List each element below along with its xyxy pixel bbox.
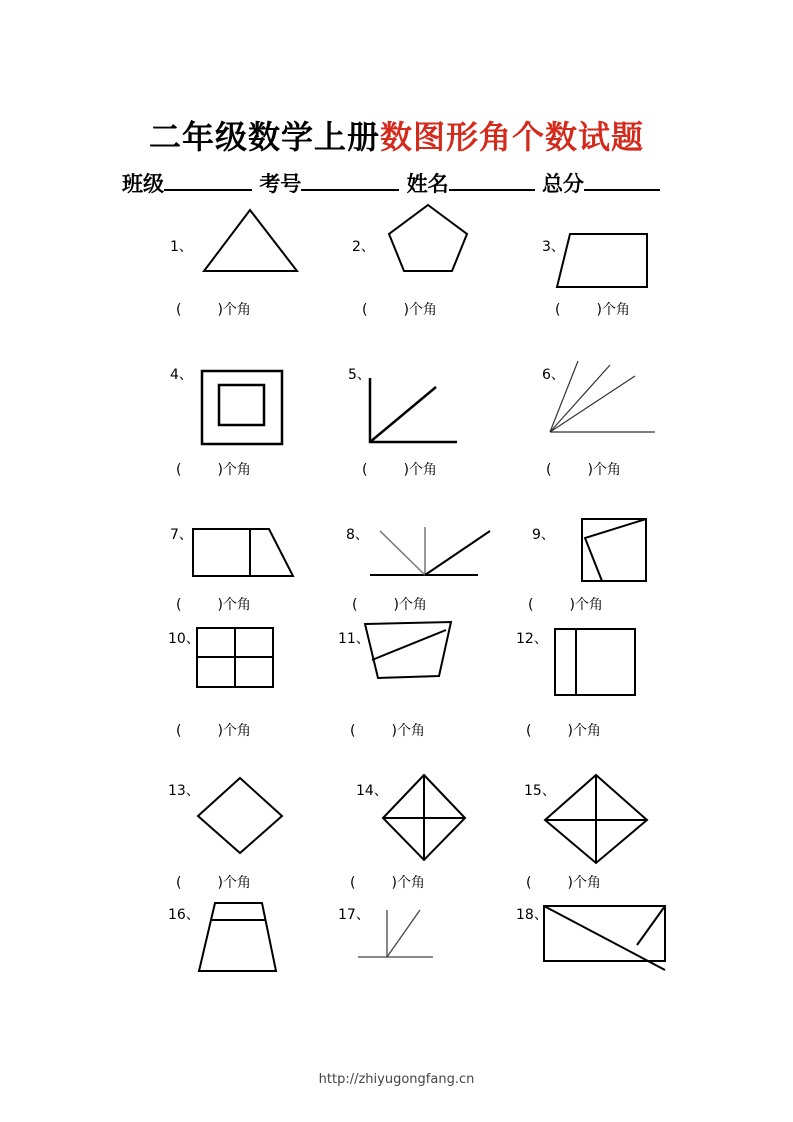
figure-11-trapezoid-diagonal <box>365 622 451 678</box>
paren-close: ) <box>403 462 409 478</box>
paren-close: ) <box>217 723 223 739</box>
info-score-label: 总分 <box>541 172 584 196</box>
problem-number: 14、 <box>356 783 388 799</box>
paren-open: ( <box>352 597 358 613</box>
figure-9-square-divided <box>582 519 646 581</box>
paren-open: ( <box>362 302 368 318</box>
problem-number: 18、 <box>516 907 548 923</box>
answer-unit: 个角 <box>572 875 601 891</box>
paren-close: ) <box>391 723 397 739</box>
paren-close: ) <box>217 302 223 318</box>
answer-unit: 个角 <box>222 302 251 318</box>
figure-6-rays <box>550 361 655 432</box>
figure-3-trapezoid <box>557 234 647 287</box>
figure-17-rays <box>358 910 433 957</box>
problem-number: 7、 <box>170 527 193 543</box>
answer-unit: 个角 <box>592 462 621 478</box>
answer-unit: 个角 <box>222 723 251 739</box>
footer-url: http://zhiyugongfang.cn <box>318 1072 475 1087</box>
info-class-label: 班级 <box>122 172 164 196</box>
answer-unit: 个角 <box>408 462 437 478</box>
paren-close: ) <box>567 875 573 891</box>
paren-open: ( <box>546 462 552 478</box>
problem-number: 13、 <box>168 783 200 799</box>
figure-15-rhombus-diagonals <box>545 775 647 863</box>
paren-open: ( <box>350 723 356 739</box>
problem-number: 8、 <box>346 527 369 543</box>
problem-number: 16、 <box>168 907 200 923</box>
paren-open: ( <box>555 302 561 318</box>
paren-open: ( <box>176 875 182 891</box>
answer-unit: 个角 <box>601 302 630 318</box>
answer-unit: 个角 <box>396 723 425 739</box>
problem-number: 15、 <box>524 783 556 799</box>
paren-open: ( <box>350 875 356 891</box>
figure-7-rectangle-triangle <box>193 529 293 576</box>
problem-number: 5、 <box>348 367 371 383</box>
paren-close: ) <box>391 875 397 891</box>
paren-open: ( <box>528 597 534 613</box>
paren-close: ) <box>596 302 602 318</box>
problem-number: 4、 <box>170 367 193 383</box>
problem-number: 12、 <box>516 631 548 647</box>
answer-unit: 个角 <box>396 875 425 891</box>
answer-unit: 个角 <box>222 875 251 891</box>
paren-open: ( <box>176 462 182 478</box>
problem-number: 3、 <box>542 239 565 255</box>
paren-close: ) <box>587 462 593 478</box>
figure-4-nested-squares <box>202 371 282 444</box>
figure-12-rectangle-divided <box>555 629 635 695</box>
problem-number: 17、 <box>338 907 370 923</box>
figure-16-trapezoid-divided <box>199 903 276 971</box>
figure-14-rhombus-diagonals <box>383 775 465 860</box>
paren-close: ) <box>393 597 399 613</box>
problem-number: 2、 <box>352 239 375 255</box>
answer-unit: 个角 <box>222 597 251 613</box>
answer-unit: 个角 <box>222 462 251 478</box>
answer-unit: 个角 <box>398 597 427 613</box>
paren-open: ( <box>526 723 532 739</box>
problem-number: 6、 <box>542 367 565 383</box>
paren-open: ( <box>362 462 368 478</box>
answer-unit: 个角 <box>574 597 603 613</box>
paren-close: ) <box>217 462 223 478</box>
problem-number: 1、 <box>170 239 193 255</box>
info-name-label: 姓名 <box>406 172 449 196</box>
figure-10-grid <box>197 628 273 687</box>
title-red: 数图形角个数试题 <box>380 118 645 156</box>
problem-number: 10、 <box>168 631 200 647</box>
paren-open: ( <box>526 875 532 891</box>
problem-number: 11、 <box>338 631 370 647</box>
paren-close: ) <box>569 597 575 613</box>
paren-open: ( <box>176 723 182 739</box>
paren-close: ) <box>217 597 223 613</box>
title-black: 二年级数学上册 <box>148 118 380 156</box>
figure-5-angle-lines <box>370 378 457 442</box>
figure-1-triangle <box>204 210 297 271</box>
paren-close: ) <box>217 875 223 891</box>
answer-unit: 个角 <box>572 723 601 739</box>
info-exam-label: 考号 <box>259 172 302 196</box>
figure-13-rhombus <box>198 778 282 853</box>
paren-close: ) <box>567 723 573 739</box>
figure-18-rectangle-lines <box>544 906 665 970</box>
answer-unit: 个角 <box>408 302 437 318</box>
figure-2-pentagon <box>389 205 467 271</box>
paren-open: ( <box>176 597 182 613</box>
problem-number: 9、 <box>532 527 555 543</box>
paren-close: ) <box>403 302 409 318</box>
figure-8-rays <box>370 527 490 575</box>
paren-open: ( <box>176 302 182 318</box>
